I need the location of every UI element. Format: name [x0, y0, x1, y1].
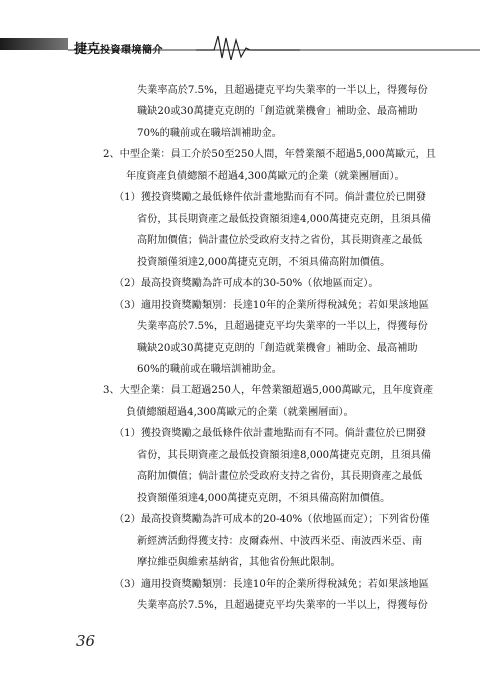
text-line: 60%的職前或在職培訓補助金。 — [137, 364, 282, 375]
text-line: （2）最高投資獎勵為許可成本的20-40%（依地區而定）；下列省份僅 — [114, 514, 430, 525]
text-line: 失業率高於7.5%，且超過捷克平均失業率的一半以上，得獲每份 — [137, 321, 428, 332]
text-line: 職缺20或30萬捷克克朗的「創造就業機會」補助金、最高補助 — [137, 343, 418, 354]
text-line: 職缺20或30萬捷克克朗的「創造就業機會」補助金、最高補助 — [137, 106, 418, 117]
text-line: 2、中型企業：員工介於50至250人間，年營業額不超過5,000萬歐元，且 — [103, 149, 436, 160]
header-title-main: 捷克 — [74, 42, 101, 57]
text-line: 負債總額超過4,300萬歐元的企業（就業團層面）。 — [126, 407, 354, 418]
text-line: （2）最高投資獎勵為許可成本的30-50%（依地區而定）。 — [114, 278, 379, 289]
text-line: （3）適用投資獎勵類別：長達10年的企業所得稅減免；若如果該地區 — [114, 300, 429, 311]
text-line: 投資額僅須達2,000萬捷克克朗，不須具備高附加價值。 — [137, 257, 391, 268]
text-line: （3）適用投資獎勵類別：長達10年的企業所得稅減免；若如果該地區 — [114, 579, 429, 590]
text-line: 失業率高於7.5%，且超過捷克平均失業率的一半以上，得獲每份 — [137, 85, 428, 96]
text-line: 年度資產負債總額不超過4,300萬歐元的企業（就業團層面）。 — [126, 171, 405, 182]
text-line: 省份，其長期資產之最低投資額須達4,000萬捷克克朗，且須具備 — [137, 214, 432, 225]
page-header — [0, 0, 480, 60]
text-line: （1）獲投資獎勵之最低條件依計畫地點而有不同。倘計畫位於已開發 — [114, 192, 427, 203]
heartbeat-icon — [196, 36, 300, 60]
header-bar-block — [0, 38, 68, 50]
page-number: 36 — [76, 632, 96, 650]
text-line: 70%的職前或在職培訓補助金。 — [137, 128, 282, 139]
text-line: 失業率高於7.5%，且超過捷克平均失業率的一半以上，得獲每份 — [137, 600, 428, 611]
header-decoration — [0, 0, 480, 60]
text-line: 新經濟活動得獲支持：皮爾森州、中波西米亞、南波西米亞、南 — [137, 536, 423, 547]
text-line: 高附加價值；倘計畫位於受政府支持之省份，其長期資產之最低 — [137, 471, 423, 482]
header-title — [74, 38, 163, 57]
text-line: 省份，其長期資產之最低投資額須達8,000萬捷克克朗，且須具備 — [137, 450, 432, 461]
text-line: 摩拉維亞與維索基納省，其他省份無此限制。 — [137, 557, 341, 568]
text-line: 高附加價值；倘計畫位於受政府支持之省份，其長期資產之最低 — [137, 235, 423, 246]
header-title-sub: 投資環境簡介 — [100, 45, 164, 56]
text-line: 3、大型企業：員工超過250人，年營業額超過5,000萬歐元，且年度資產 — [103, 385, 434, 396]
text-line: 投資額僅須達4,000萬捷克克朗，不須具備高附加價值。 — [137, 493, 391, 504]
text-line: （1）獲投資獎勵之最低條件依計畫地點而有不同。倘計畫位於已開發 — [114, 428, 427, 439]
